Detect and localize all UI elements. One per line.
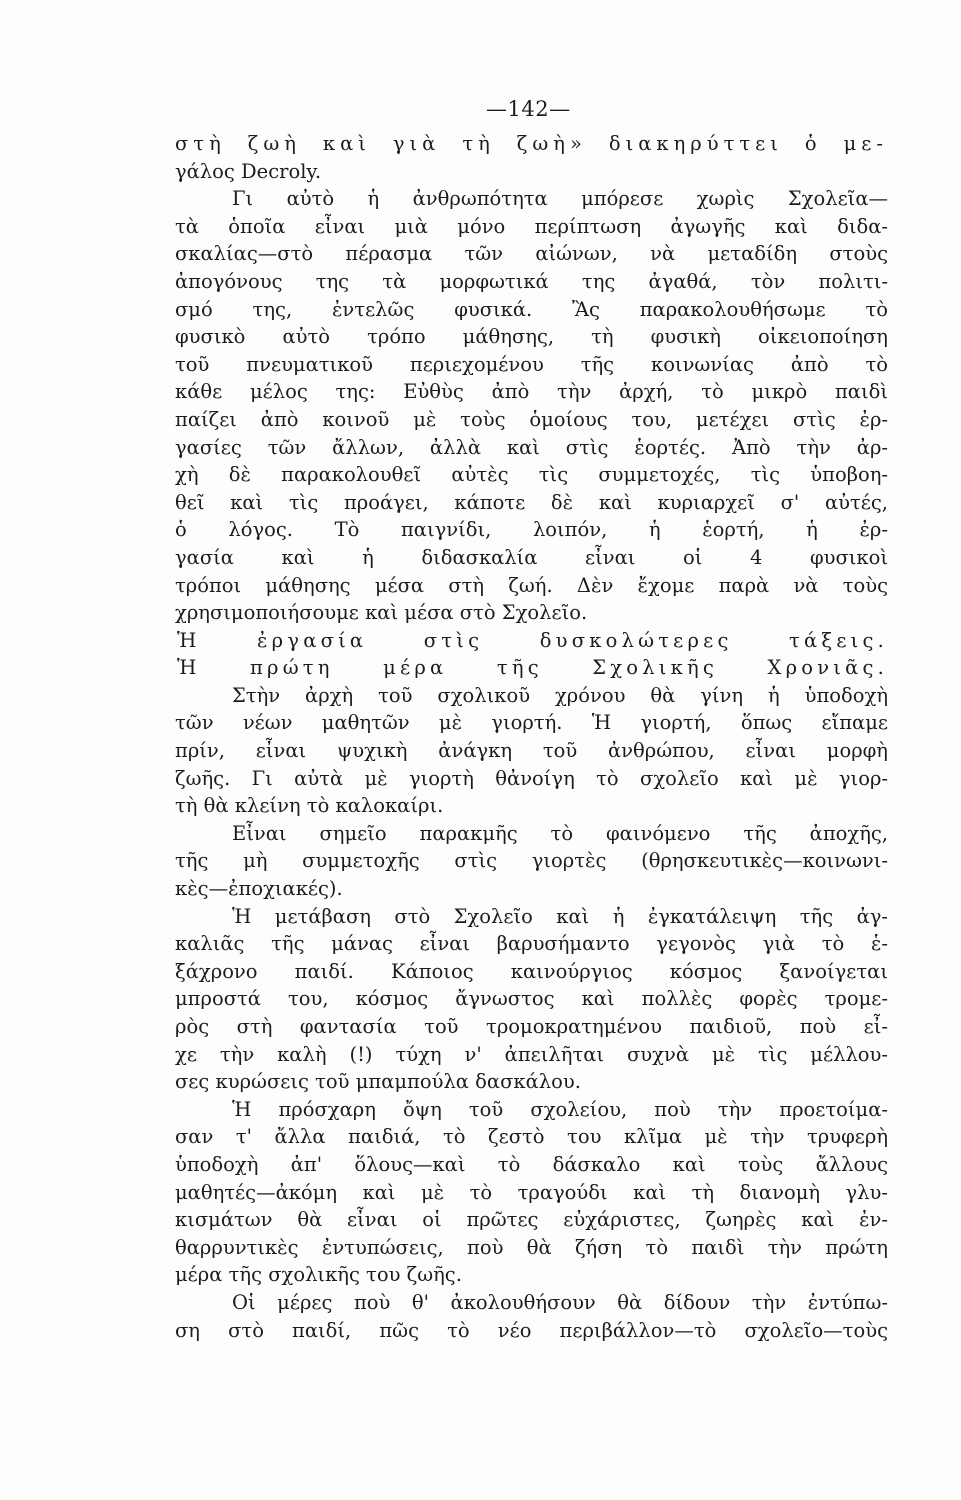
body-text (175, 130, 888, 1344)
section-heading: Ἡ πρώτη μέρα τῆς Σχολικῆς Χρονιᾶς. (177, 656, 888, 680)
text-line: γασία καὶ ἡ διδασκαλία εἶναι οἱ 4 φυσικοὶ (175, 545, 888, 569)
text-line: Στὴν ἀρχὴ τοῦ σχολικοῦ χρόνου θὰ γίνη ἡ ὑποδοχὴ (232, 683, 888, 707)
text-line: σες κυρώσεις τοῦ μπαμπούλα δασκάλου. (175, 1070, 581, 1094)
text-line: τῶν νέων μαθητῶν μὲ γιορτή. Ἡ γιορτή, ὅπως εἴπαμε (175, 711, 888, 735)
text-line: ὑποδοχὴ ἀπ' ὅλους—καὶ τὸ δάσκαλο καὶ τοὺς ἄλλους (175, 1152, 888, 1176)
text-line: χε τὴν καλὴ (!) τύχη ν' ἀπειλῆται συχνὰ μὲ τὶς μέλλου- (175, 1042, 888, 1066)
text-line: τρόποι μάθησης μέσα στὴ ζωή. Δὲν ἔχομε παρὰ νὰ τοὺς (175, 573, 888, 597)
text-line: σκαλίας—στὸ πέρασμα τῶν αἰώνων, νὰ μεταδίδη στοὺς (175, 242, 888, 266)
text-line: ζωῆς. Γι αὐτὰ μὲ γιορτὴ θἀνοίγη τὸ σχολεῖο καὶ μὲ γιορ- (175, 766, 888, 790)
text-line: θεῖ καὶ τὶς προάγει, κάποτε δὲ καὶ κυριαρχεῖ σ' αὐτές, (175, 490, 888, 514)
text-line: μαθητές—ἀκόμη καὶ μὲ τὸ τραγούδι καὶ τὴ διανομὴ γλυ- (175, 1180, 888, 1204)
text-line: μπροστά του, κόσμος ἄγνωστος καὶ πολλὲς φορὲς τρομε- (175, 987, 888, 1011)
text-line: τῆς μὴ συμμετοχῆς στὶς γιορτὲς (θρησκευτικὲς—κοινωνι- (175, 849, 888, 873)
text-line: θαρρυντικὲς ἐντυπώσεις, ποὺ θὰ ζήση τὸ παιδὶ τὴν πρώτη (175, 1235, 888, 1259)
text-line: παίζει ἀπὸ κοινοῦ μὲ τοὺς ὁμοίους του, μετέχει στὶς ἐρ- (175, 407, 888, 431)
text-line: κισμάτων θὰ εἶναι οἱ πρῶτες εὐχάριστες, ζωηρὲς καὶ ἐν- (175, 1208, 888, 1232)
text-line: φυσικὸ αὐτὸ τρόπο μάθησης, τὴ φυσικὴ οἰκειοποίηση (175, 325, 888, 349)
text-line: Ἡ μετάβαση στὸ Σχολεῖο καὶ ἡ ἐγκατάλειψη τῆς ἀγ- (232, 904, 888, 928)
text-line: Ἡ πρόσχαρη ὄψη τοῦ σχολείου, ποὺ τὴν προετοίμα- (232, 1097, 888, 1121)
text-line: κὲς—ἐποχιακές). (175, 877, 343, 901)
text-line: Εἶναι σημεῖο παρακμῆς τὸ φαινόμενο τῆς ἀποχῆς, (232, 821, 888, 845)
text-line: ἀπογόνους της τὰ μορφωτικά της ἀγαθά, τὸν πολιτι- (175, 269, 888, 293)
text-line: καλιᾶς τῆς μάνας εἶναι βαρυσήμαντο γεγονὸς γιὰ τὸ ἑ- (175, 932, 888, 956)
text-line: Γι αὐτὸ ἡ ἀνθρωπότητα μπόρεσε χωρὶς Σχολεῖα— (232, 187, 888, 211)
text-line: πρίν, εἶναι ψυχικὴ ἀνάγκη τοῦ ἀνθρώπου, εἶναι μορφὴ (175, 739, 888, 763)
text-line: γάλος Decroly. (175, 159, 322, 183)
text-line: ὁ λόγος. Τὸ παιγνίδι, λοιπόν, ἡ ἑορτή, ἡ ἐρ- (175, 518, 888, 542)
text-line: κάθε μέλος της: Εὐθὺς ἀπὸ τὴν ἀρχή, τὸ μικρὸ παιδὶ (175, 380, 888, 404)
text-line: Οἱ μέρες ποὺ θ' ἀκολουθήσουν θὰ δίδουν τὴν ἐντύπω- (232, 1290, 888, 1314)
text-line: τὰ ὁποῖα εἶναι μιὰ μόνο περίπτωση ἀγωγῆς καὶ διδα- (175, 214, 888, 238)
text-line: ρὸς στὴ φαντασία τοῦ τρομοκρατημένου παιδιοῦ, ποὺ εἶ- (175, 1015, 888, 1038)
text-line: σαν τ' ἄλλα παιδιά, τὸ ζεστὸ του κλῖμα μὲ τὴν τρυφερὴ (175, 1125, 888, 1149)
text-line: σμό της, ἐντελῶς φυσικά. Ἂς παρακολουθήσωμε τὸ (175, 297, 888, 321)
section-heading: Ἡ ἐργασία στὶς δυσκολώτερες τάξεις. (177, 628, 888, 652)
text-line: χρησιμοποιήσουμε καὶ μέσα στὸ Σχολεῖο. (175, 601, 588, 625)
text-line: μέρα τῆς σχολικῆς του ζωῆς. (175, 1263, 462, 1287)
text-line: τοῦ πνευματικοῦ περιεχομένου τῆς κοινωνίας ἀπὸ τὸ (175, 352, 888, 376)
text-line: γασίες τῶν ἄλλων, ἀλλὰ καὶ στὶς ἑορτές. Ἀπὸ τὴν ἀρ- (175, 435, 888, 459)
text-line: χὴ δὲ παρακολουθεῖ αὐτὲς τὶς συμμετοχές, τὶς ὑποβοη- (175, 463, 888, 487)
text-line: τὴ θὰ κλείνη τὸ καλοκαίρι. (175, 794, 444, 818)
page-number: —142— (486, 97, 571, 121)
text-line: ξάχρονο παιδί. Κάποιος καινούργιος κόσμος ξανοίγεται (175, 959, 888, 983)
text-line: στὴ ζωὴ καὶ γιὰ τὴ ζωὴ» διακηρύττει ὁ με- (175, 132, 888, 155)
text-line: ση στὸ παιδί, πῶς τὸ νέο περιβάλλον—τὸ σχολεῖο—τοὺς (175, 1318, 888, 1342)
